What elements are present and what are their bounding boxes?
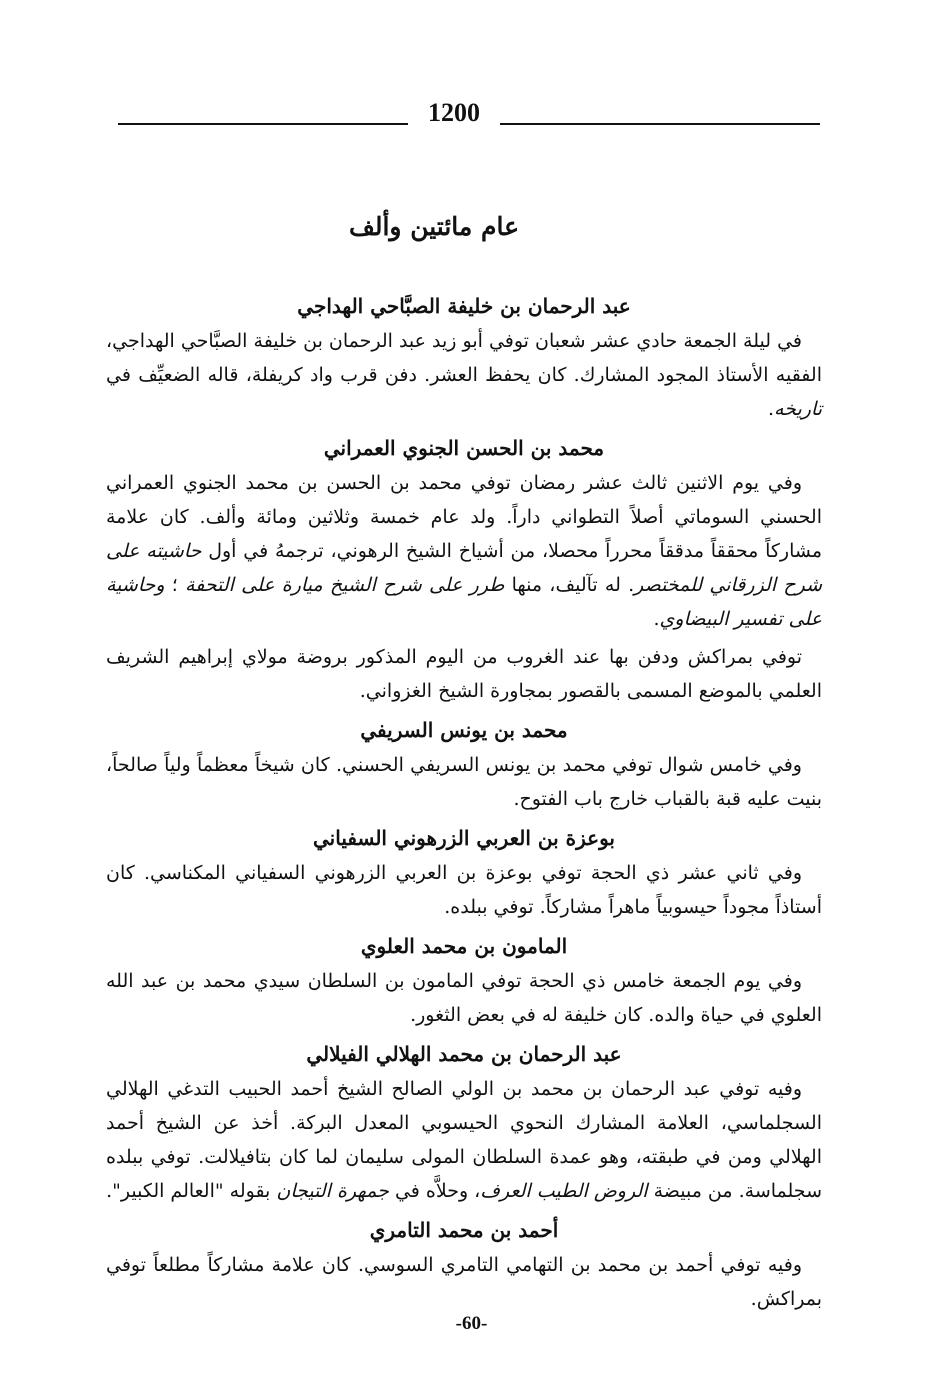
text-run: . <box>767 398 774 420</box>
page-number: -60- <box>455 1313 488 1334</box>
chapter-title: عام مائتين وألف <box>348 212 520 241</box>
italic-text-run: حاشيته على شرح الزرقاني للمختصر <box>106 540 822 596</box>
text-run: في ليلة الجمعة حادي عشر شعبان توفي أبو زيد عبد الرحمان بن خليفة الصبَّاحي الهداجي، الفقيه الأستاذ المجود المشارك. كان يحفظ العشر. دفن قرب واد كريفلة، قاله الضعيِّف في <box>105 330 822 386</box>
text-run: وفيه توفي عبد الرحمان بن محمد بن الولي الصالح الشيخ أحمد الحبيب التدغي الهلالي السجلماسي، العلامة المشارك النحوي الحيسوبي المعدل البركة. أخذ عن الشيخ أحمد الهلالي ومن في طبقته، وهو عمدة السلطان المولى سليمان لما كان بتافيلالت. توفي ببلده سجلماسة. من مبيضة <box>106 1078 822 1202</box>
entry-paragraph: وفي خامس شوال توفي محمد بن يونس السريفي الحسني. كان شيخاً معظماً ولياً صالحاً، بنيت عليه قبة بالقباب خارج باب الفتوح. <box>106 754 822 810</box>
text-run: ؛ <box>164 574 186 596</box>
entry-paragraph <box>106 1072 822 1208</box>
entry-title: المامون بن محمد العلوي <box>360 934 568 958</box>
italic-text-run: جمهرة التيجان <box>276 1180 389 1202</box>
entry-paragraph: توفي بمراكش ودفن بها عند الغروب من اليوم المذكور بروضة مولاي إبراهيم الشريف العلمي بالموضع المسمى بالقصور بمجاورة الشيخ الغزواني. <box>106 646 822 702</box>
header-rule-right <box>500 123 820 125</box>
entry-title: بوعزة بن العربي الزرهوني السفياني <box>313 826 615 850</box>
entry-paragraph <box>106 324 822 426</box>
text-run: بقوله "العالم الكبير". <box>106 1180 277 1202</box>
text-run: . له تآليف، منها <box>504 574 635 596</box>
entry-paragraph: وفي يوم الجمعة خامس ذي الحجة توفي المامون بن السلطان سيدي محمد بن عبد الله العلوي في حياة والده. كان خليفة له في بعض الثغور. <box>106 970 822 1026</box>
italic-text-run: تاريخه <box>774 398 822 420</box>
text-run: . <box>653 608 660 630</box>
text-run: وفي يوم الاثنين ثالث عشر رمضان توفي محمد بن الحسن بن محمد الجنوي العمراني الحسني السوماتي أصلاً التطواني داراً. ولد عام خمسة وثلاثين ومائة وألف. كان علامة مشاركاً محققاً مدققاً محرراً محصلا، من أشياخ الشيخ الرهوني، ترجمهُ في أول <box>106 472 822 562</box>
header-rule-left <box>118 123 408 125</box>
entry-title: عبد الرحمان بن خليفة الصبَّاحي الهداجي <box>297 294 631 318</box>
entry-paragraph: وفي ثاني عشر ذي الحجة توفي بوعزة بن العربي الزرهوني السفياني المكناسي. كان أستاذاً مجوداً حيسوبياً ماهراً مشاركاً. توفي ببلده. <box>106 862 822 918</box>
entry-title: عبد الرحمان بن محمد الهلالي الفيلالي <box>306 1042 622 1066</box>
entry-title: محمد بن يونس السريفي <box>360 718 568 742</box>
entry-title: أحمد بن محمد التامري <box>369 1218 559 1242</box>
text-run: ، وحلاَّه في <box>388 1180 481 1202</box>
page-content <box>106 210 822 1320</box>
year-number: 1200 <box>428 98 480 127</box>
year-header <box>0 98 943 138</box>
entry-paragraph: وفيه توفي أحمد بن محمد بن التهامي التامري السوسي. كان علامة مشاركاً مطلعاً توفي بمراكش. <box>106 1254 822 1310</box>
entry-title: محمد بن الحسن الجنوي العمراني <box>323 436 605 460</box>
italic-text-run: الروض الطيب العرف <box>480 1180 648 1202</box>
italic-text-run: طرر على شرح الشيخ ميارة على التحفة <box>185 574 505 596</box>
italic-text-run: وحاشية على تفسير البيضاوي <box>106 574 822 630</box>
entry-paragraph <box>106 466 822 636</box>
